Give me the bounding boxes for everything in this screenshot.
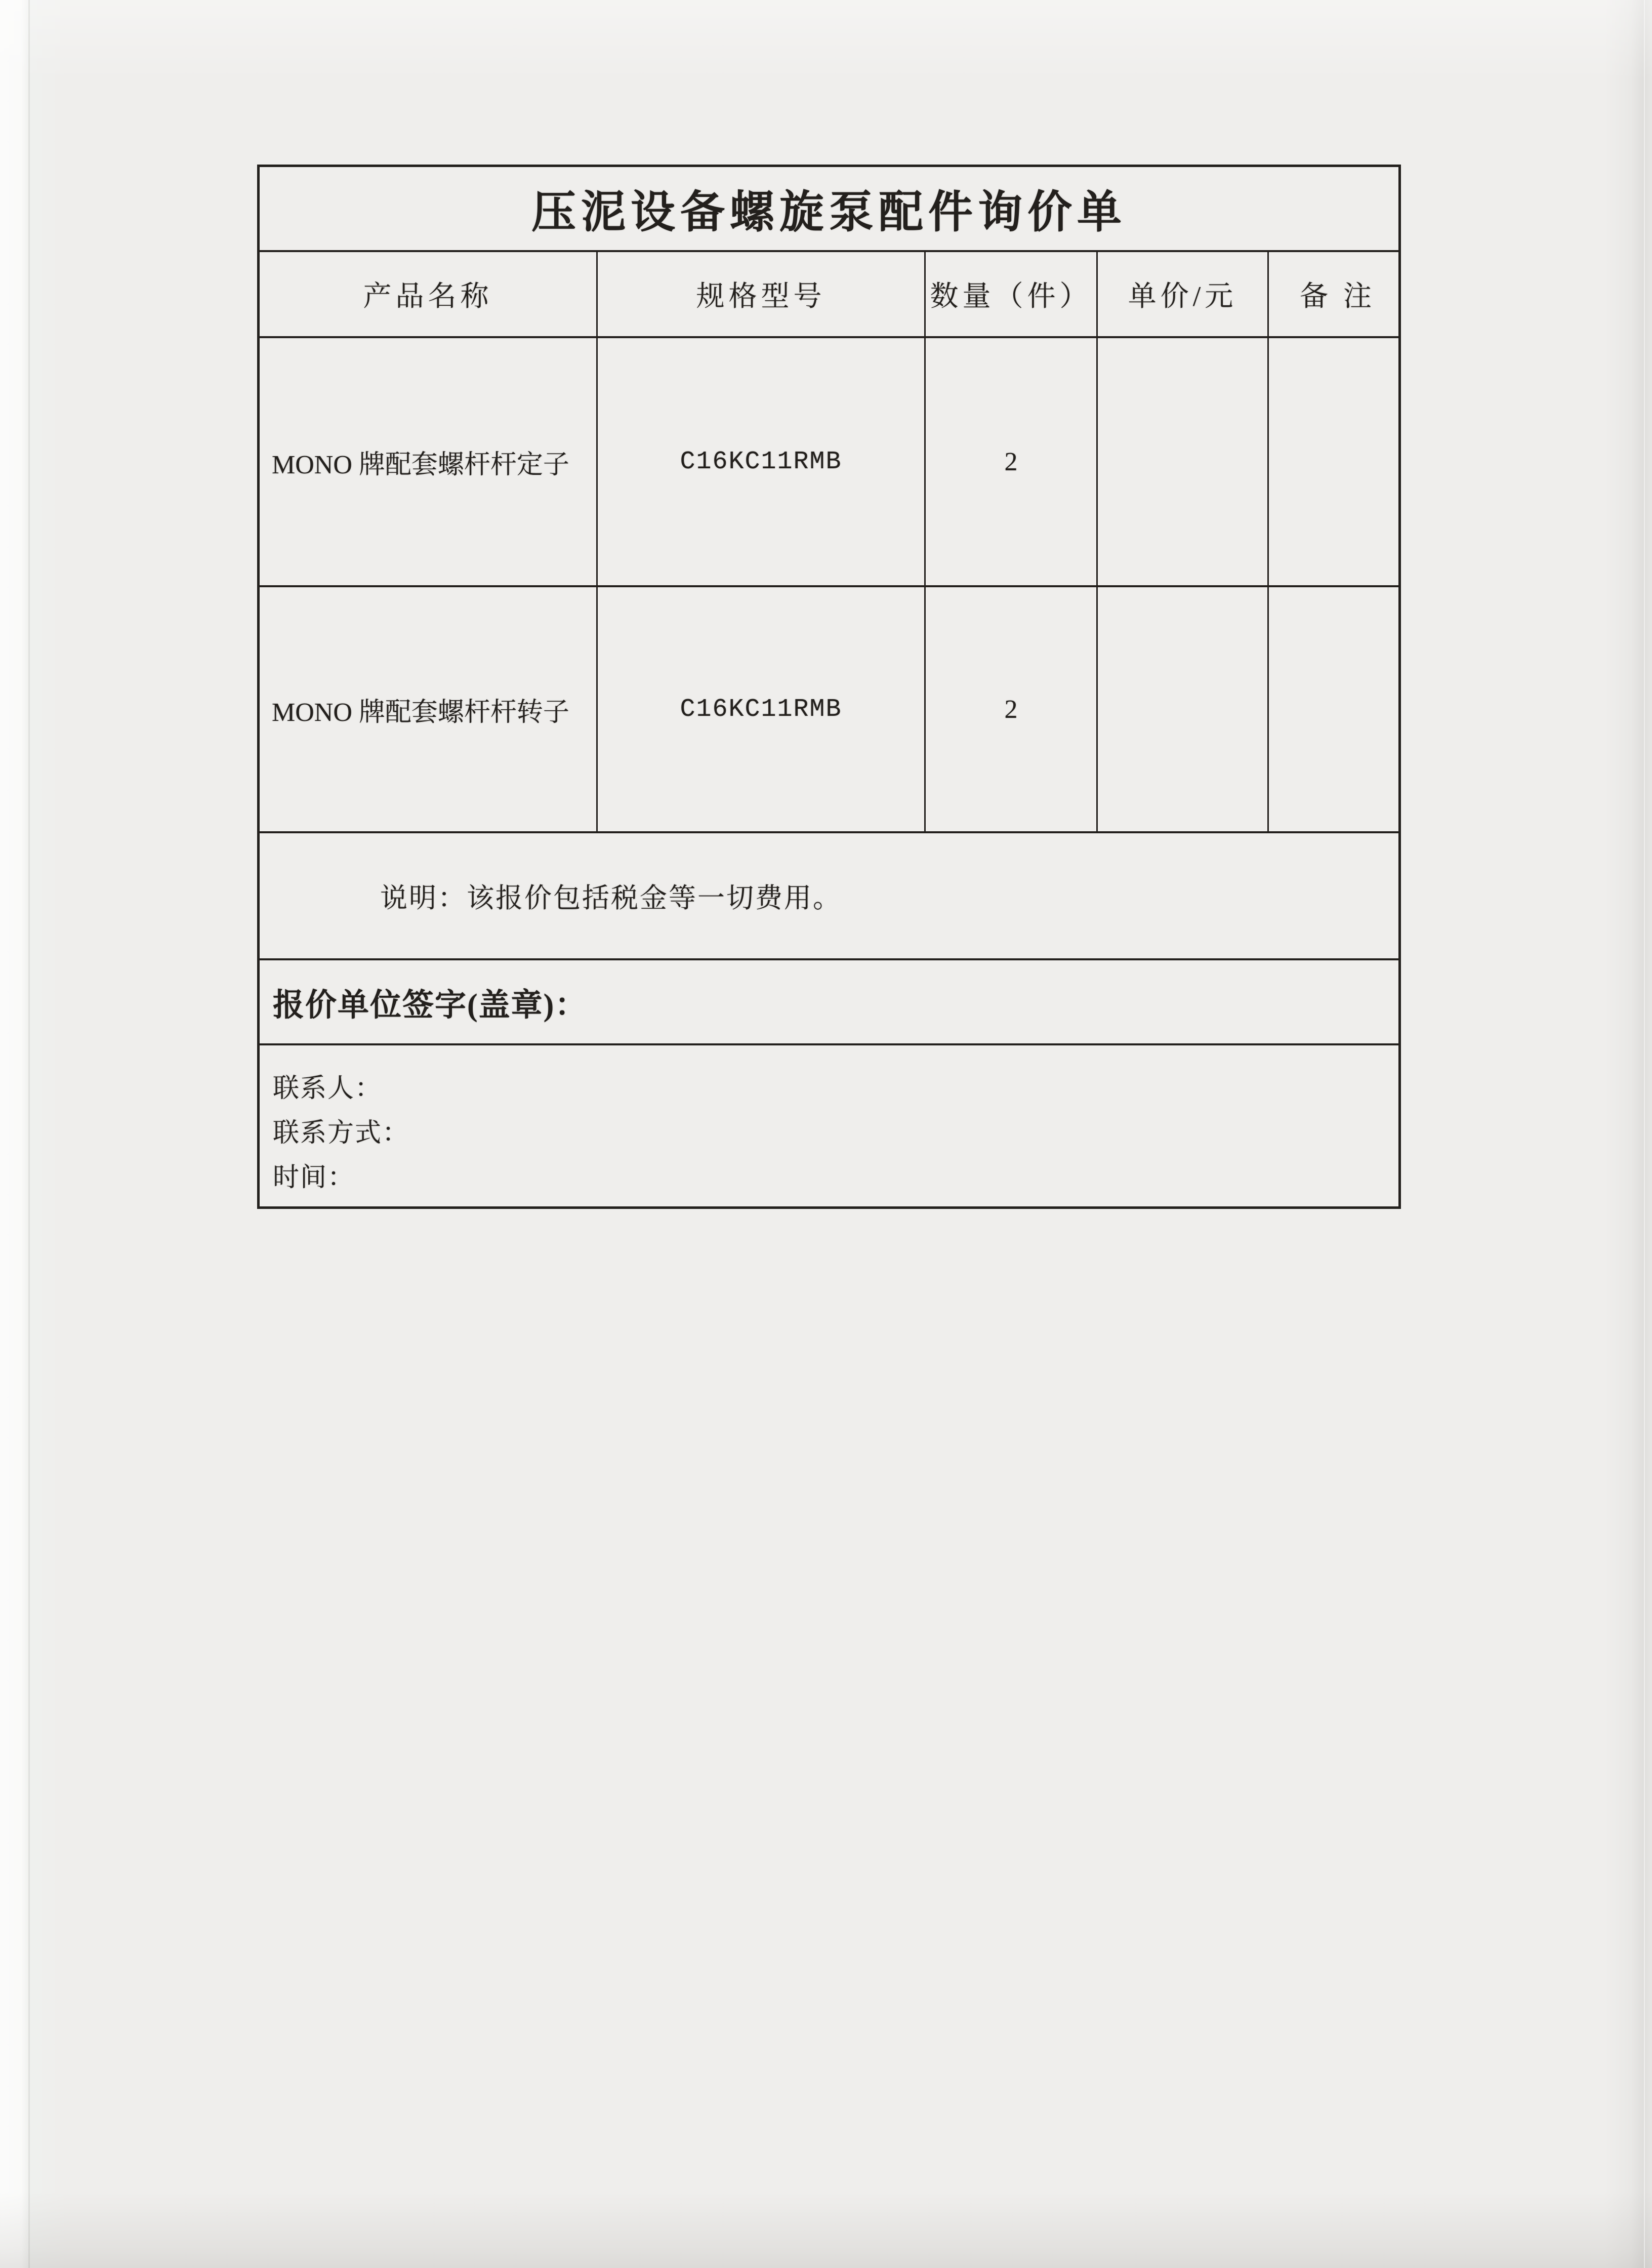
remark-cell bbox=[1269, 338, 1398, 585]
spec-model-cell: C16KC11RMB bbox=[598, 587, 926, 831]
unit-price-cell bbox=[1098, 587, 1269, 831]
inquiry-table bbox=[257, 165, 1401, 1209]
document-title: 压泥设备螺旋泵配件询价单 bbox=[260, 167, 1398, 252]
scan-left-edge bbox=[28, 0, 30, 2268]
contact-time-label: 时间： bbox=[273, 1163, 355, 1192]
header-product-name: 产品名称 bbox=[260, 252, 598, 336]
scan-right-edge bbox=[1644, 0, 1645, 2268]
table-row bbox=[260, 587, 1398, 833]
quantity-cell: 2 bbox=[926, 338, 1098, 585]
table-header-row bbox=[260, 252, 1398, 338]
header-remark bbox=[1269, 252, 1398, 336]
header-remark-label: 备注 bbox=[1300, 281, 1387, 312]
spec-model-cell: C16KC11RMB bbox=[598, 338, 926, 585]
note-row: 说明：该报价包括税金等一切费用。 bbox=[260, 833, 1398, 960]
unit-price-cell bbox=[1098, 338, 1269, 585]
contact-person-label: 联系人： bbox=[273, 1074, 383, 1103]
product-name-cell: MONO 牌配套螺杆杆转子 bbox=[260, 587, 598, 831]
table-row bbox=[260, 338, 1398, 587]
header-unit-price: 单价/元 bbox=[1098, 252, 1269, 336]
signature-row: 报价单位签字(盖章)： bbox=[260, 960, 1398, 1045]
product-name-cell: MONO 牌配套螺杆杆定子 bbox=[260, 338, 598, 585]
header-spec-model: 规格型号 bbox=[598, 252, 926, 336]
contact-block bbox=[260, 1045, 1398, 1206]
header-quantity: 数量（件） bbox=[926, 252, 1098, 336]
contact-method-label: 联系方式： bbox=[273, 1119, 410, 1148]
quantity-cell: 2 bbox=[926, 587, 1098, 831]
remark-cell bbox=[1269, 587, 1398, 831]
